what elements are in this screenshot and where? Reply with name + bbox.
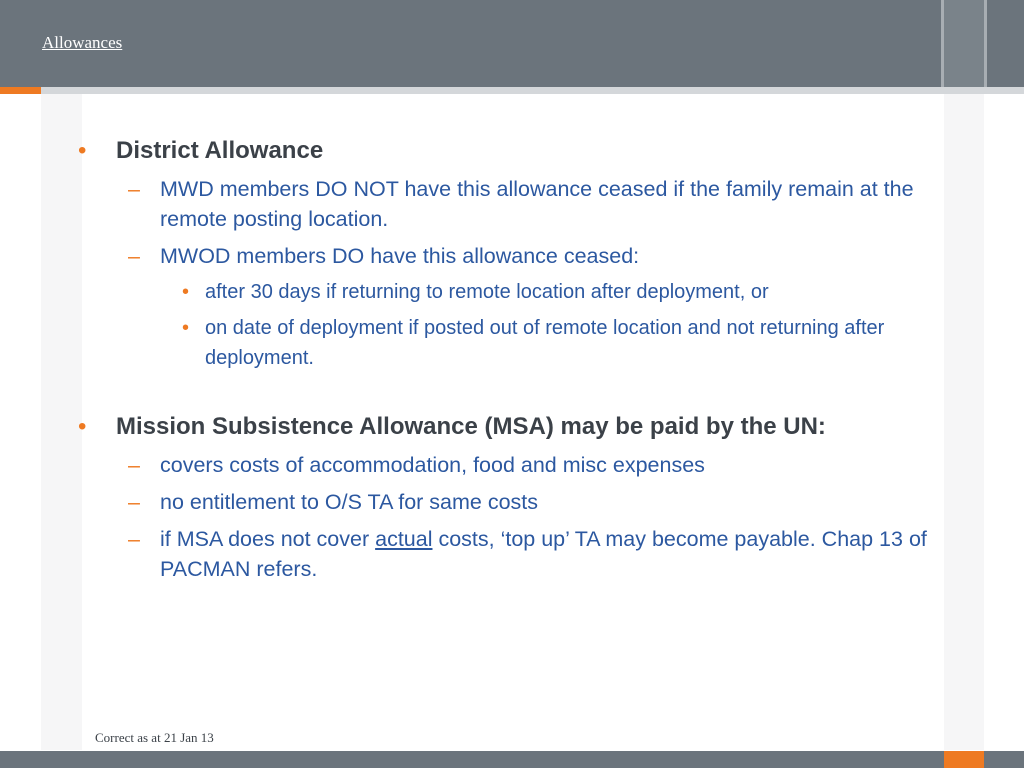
- dash-icon: –: [128, 244, 140, 268]
- slide-content: [78, 134, 958, 584]
- sub-list-item-text: after 30 days if returning to remote location after deployment, or: [205, 281, 769, 303]
- list-item: [78, 450, 958, 480]
- dash-icon: –: [128, 177, 140, 201]
- header-banner: [0, 0, 1024, 87]
- dash-icon: –: [128, 527, 140, 551]
- section-spacer: [78, 373, 958, 410]
- underlined-word: actual: [375, 527, 433, 551]
- list-item: [78, 174, 958, 234]
- dash-icon: –: [128, 490, 140, 514]
- header-stripe-edge-right: [984, 0, 987, 87]
- sub-list-item-text: on date of deployment if posted out of remote location and not returning after deployment.: [205, 317, 885, 369]
- footer-accent: [944, 751, 984, 768]
- section-heading-district-allowance: [78, 134, 958, 167]
- sub-list-item: [78, 313, 958, 373]
- footer-banner: [0, 751, 1024, 768]
- list-item: [78, 241, 958, 271]
- header-accent-orange: [0, 87, 41, 94]
- list-item: [78, 524, 958, 584]
- sub-list-item: [78, 277, 958, 307]
- list-item-text-after: costs, ‘top up’ TA may become payable. Chap 13 of PACMAN refers.: [160, 527, 927, 581]
- header-accent-grey: [41, 87, 1024, 94]
- list-item: [78, 487, 958, 517]
- left-side-panel: [41, 94, 82, 750]
- bullet-icon: •: [78, 413, 87, 440]
- bullet-icon: •: [182, 317, 190, 339]
- section-heading-text: Mission Subsistence Allowance (MSA) may be paid by the UN:: [116, 413, 826, 440]
- list-item-text: MWD members DO NOT have this allowance ceased if the family remain at the remote posting location.: [160, 177, 914, 231]
- section-heading-text: District Allowance: [116, 137, 324, 164]
- list-item-text: MWOD members DO have this allowance ceased:: [160, 244, 640, 268]
- bullet-icon: •: [78, 137, 87, 164]
- dash-icon: –: [128, 453, 140, 477]
- list-item-text-before: if MSA does not cover: [160, 527, 376, 551]
- bullet-icon: •: [182, 281, 190, 303]
- header-stripe: [944, 0, 984, 87]
- list-item-text: covers costs of accommodation, food and misc expenses: [160, 453, 705, 477]
- footer-note: Correct as at 21 Jan 13: [95, 730, 214, 745]
- list-item-text: no entitlement to O/S TA for same costs: [160, 490, 539, 514]
- page-title: Allowances: [42, 33, 123, 52]
- section-heading-msa: [78, 410, 958, 443]
